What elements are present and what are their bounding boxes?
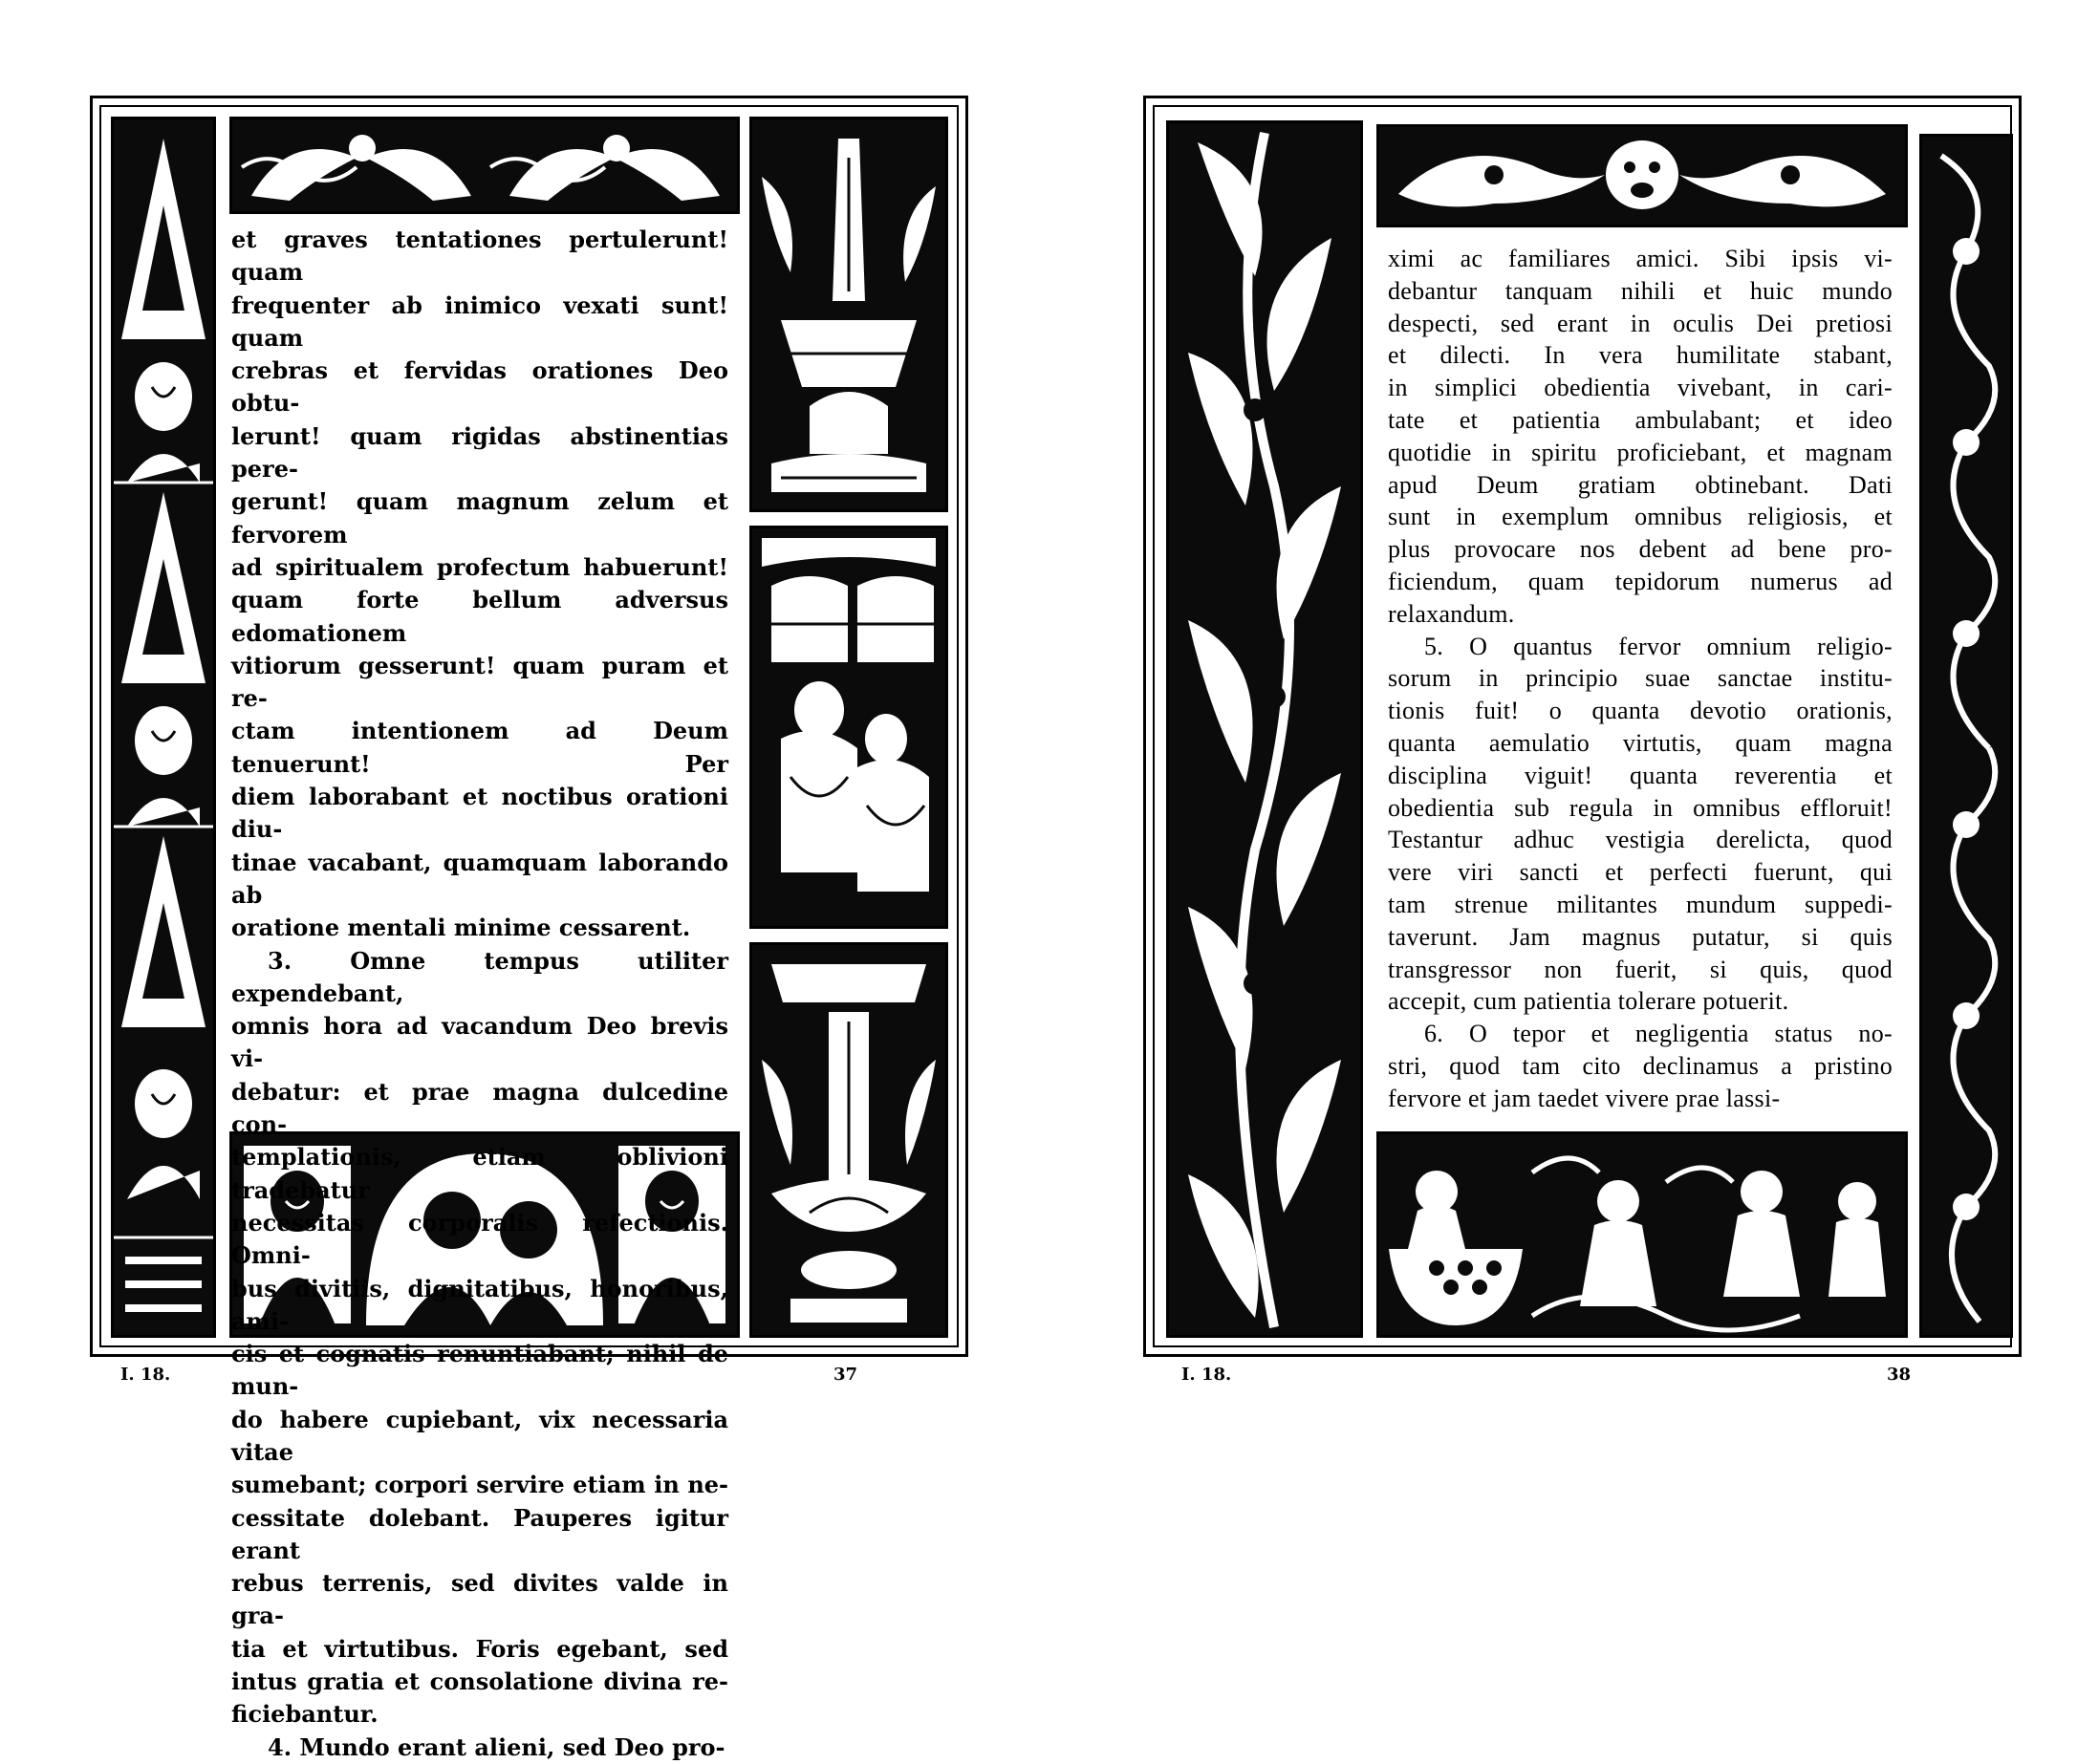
text-line: 6. O tepor et negligentia status no-: [1424, 1020, 1893, 1048]
text-line: apud Deum gratiam obtinebant. Dati: [1388, 470, 1893, 499]
right-body-text: [1388, 243, 1893, 1115]
text-line: cis et cognatis renuntiabant; nihil de mun-: [231, 1340, 728, 1401]
text-line: plus provocare nos debent ad bene pro-: [1388, 535, 1893, 564]
text-line: ad spiritualem profectum habuerunt!: [231, 552, 728, 581]
text-line: vere viri sancti et perfecti fuerunt, qui: [1388, 858, 1893, 887]
right-tall-scroll: [1919, 134, 2013, 1338]
text-line: accepit, cum patientia tolerare potuerit.: [1388, 987, 1789, 1016]
text-line: quam forte bellum adversus edomationem: [231, 586, 728, 647]
text-line: tia et virtutibus. Foris egebant, sed: [231, 1634, 728, 1663]
urn-foliage-vignette: [749, 942, 948, 1338]
text-line: oratione mentali minime cessarent.: [231, 914, 691, 942]
text-line: despecti, sed erant in oculis Dei pretiosi: [1388, 309, 1893, 337]
text-line: ximi ac familiares amici. Sibi ipsis vi-: [1388, 245, 1893, 272]
text-line: debantur tanquam nihili et huic mundo: [1388, 276, 1893, 305]
text-line: ficiebantur.: [231, 1700, 379, 1729]
top-grotesque-band: [1376, 124, 1908, 227]
text-line: 4. Mundo erant alieni, sed Deo pro-: [268, 1732, 725, 1761]
text-line: et graves tentationes pertulerunt! quam: [231, 226, 728, 287]
text-line: tam strenue militantes mundum suppedi-: [1388, 890, 1893, 918]
text-line: frequenter ab inimico vexati sunt! quam: [231, 290, 728, 352]
left-body-text: [231, 224, 728, 1764]
text-line: lerunt! quam rigidas abstinentias pere-: [231, 421, 728, 484]
text-line: et dilecti. In vera humilitate stabant,: [1388, 341, 1893, 370]
left-footer-section: I. 18.: [120, 1365, 171, 1385]
left-tall-foliage: [1166, 120, 1363, 1338]
text-line: crebras et fervidas orationes Deo obtu-: [231, 356, 728, 418]
text-line: quanta aemulatio virtutis, quam magna: [1388, 728, 1893, 757]
text-line: necessitas corporalis refectionis. Omni-: [231, 1208, 728, 1270]
text-line: fervore et jam taedet vivere prae lassi-: [1388, 1084, 1781, 1112]
left-page-number: 37: [833, 1365, 858, 1385]
text-line: sumebant; corpori servire etiam in ne-: [231, 1471, 728, 1499]
right-page-number: 38: [1887, 1365, 1912, 1385]
text-line: ficiendum, quam tepidorum numerus ad: [1388, 567, 1893, 595]
text-line: quotidie in spiritu proficiebant, et magnam: [1388, 438, 1893, 466]
text-line: in simplici obedientia vivebant, in cari-: [1388, 374, 1893, 402]
text-line: vitiorum gesserunt! quam puram et re-: [231, 651, 728, 713]
text-line: relaxandum.: [1388, 599, 1515, 628]
seated-figures-vignette: [749, 526, 948, 929]
text-line: gerunt! quam magnum zelum et fervorem: [231, 487, 728, 549]
text-line: templationis, etiam oblivioni tradebatur: [231, 1143, 728, 1204]
text-line: transgressor non fuerit, si quis, quod: [1388, 955, 1893, 983]
text-line: intus gratia et consolatione divina re-: [231, 1667, 728, 1696]
text-line: debatur: et prae magna dulcedine con-: [231, 1077, 728, 1139]
text-line: diem laborabant et noctibus orationi diu-: [231, 783, 728, 844]
text-line: sunt in exemplum omnibus religiosis, et: [1388, 503, 1893, 531]
text-line: tionis fuit! o quanta devotio orationis,: [1388, 697, 1893, 725]
text-line: obedientia sub regula in omnibus effloruit!: [1388, 793, 1893, 822]
fountain-vignette: [749, 117, 948, 512]
text-line: ctam intentionem ad Deum tenuerunt! Per: [231, 717, 728, 778]
right-page: [1143, 96, 2022, 1357]
text-line: taverunt. Jam magnus putatur, si quis: [1388, 922, 1893, 951]
text-line: sorum in principio suae sanctae institu-: [1388, 664, 1893, 693]
text-line: disciplina viguit! quanta reverentia et: [1388, 761, 1893, 789]
text-line: omnis hora ad vacandum Deo brevis vi-: [231, 1012, 728, 1073]
text-line: cessitate dolebant. Pauperes igitur erant: [231, 1503, 728, 1564]
text-line: tinae vacabant, quamquam laborando ab: [231, 848, 728, 909]
text-line: 5. O quantus fervor omnium religio-: [1424, 632, 1893, 660]
text-line: rebus terrenis, sed divites valde in gra-: [231, 1569, 728, 1630]
text-line: stri, quod tam cito declinamus a pristino: [1388, 1051, 1893, 1080]
top-acanthus-band: [229, 117, 740, 214]
left-border-figures: [111, 117, 216, 1338]
text-line: tate et patientia ambulabant; et ideo: [1388, 405, 1893, 434]
bottom-putti-band: [1376, 1131, 1908, 1338]
text-line: do habere cupiebant, vix necessaria vitae: [231, 1405, 728, 1466]
right-footer-section: I. 18.: [1181, 1365, 1232, 1385]
text-line: bus divitiis, dignitatibus, honoribus, ami-: [231, 1274, 728, 1335]
text-line: 3. Omne tempus utiliter expendebant,: [231, 946, 728, 1007]
text-line: Testantur adhuc vestigia derelicta, quod: [1388, 826, 1893, 854]
